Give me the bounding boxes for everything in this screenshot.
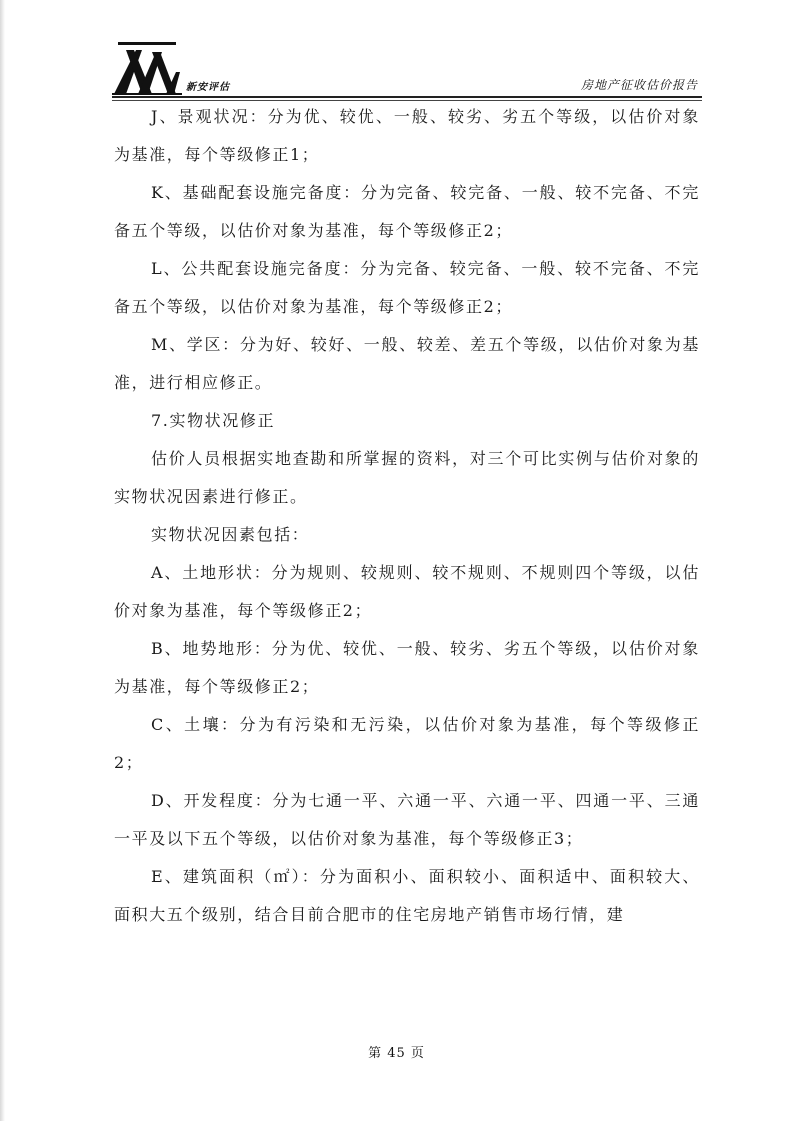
company-logo-icon xyxy=(112,42,182,96)
page-number: 第 45 页 xyxy=(368,1046,425,1061)
paragraph-k-infrastructure: K、基础配套设施完备度：分为完备、较完备、一般、较不完备、不完备五个等级，以估价对象为基准，每个等级修正2； xyxy=(114,183,700,240)
paragraph-d-development-degree: D、开发程度：分为七通一平、六通一平、六通一平、四通一平、三通一平及以下五个等级，以估价对象为基准，每个等级修正3； xyxy=(114,791,700,848)
paragraph-a-land-shape: A、土地形状：分为规则、较规则、较不规则、不规则四个等级，以估价对象为基准，每个等级修正2； xyxy=(114,563,700,620)
paragraph-m-school-district: M、学区：分为好、较好、一般、较差、差五个等级，以估价对象为基准，进行相应修正。 xyxy=(114,335,700,392)
paragraph-physical-intro: 估价人员根据实地查勘和所掌握的资料，对三个可比实例与估价对象的实物状况因素进行修正。 xyxy=(114,449,700,506)
page-body xyxy=(114,98,700,934)
paragraph-b-terrain: B、地势地形：分为优、较优、一般、较劣、劣五个等级，以估价对象为基准，每个等级修正2； xyxy=(114,639,700,696)
company-brand-name: 新安评估 xyxy=(186,82,230,93)
page-edge-shadow xyxy=(0,0,5,1121)
paragraph-c-soil: C、土壤：分为有污染和无污染，以估价对象为基准，每个等级修正2； xyxy=(114,715,700,772)
paragraph-j-landscape: J、景观状况：分为优、较优、一般、较劣、劣五个等级，以估价对象为基准，每个等级修正1； xyxy=(114,107,700,164)
paragraph-factors-include: 实物状况因素包括： xyxy=(151,525,310,544)
page-header xyxy=(112,36,702,100)
paragraph-l-public-facilities: L、公共配套设施完备度：分为完备、较完备、一般、较不完备、不完备五个等级，以估价对象为基准，每个等级修正2； xyxy=(114,259,700,316)
section-heading-physical-adjustment: 7.实物状况修正 xyxy=(151,411,276,430)
paragraph-e-building-area: E、建筑面积（㎡）：分为面积小、面积较小、面积适中、面积较大、面积大五个级别，结合目前合肥市的住宅房地产销售市场行情，建 xyxy=(114,867,700,924)
report-title: 房地产征收估价报告 xyxy=(580,78,698,92)
